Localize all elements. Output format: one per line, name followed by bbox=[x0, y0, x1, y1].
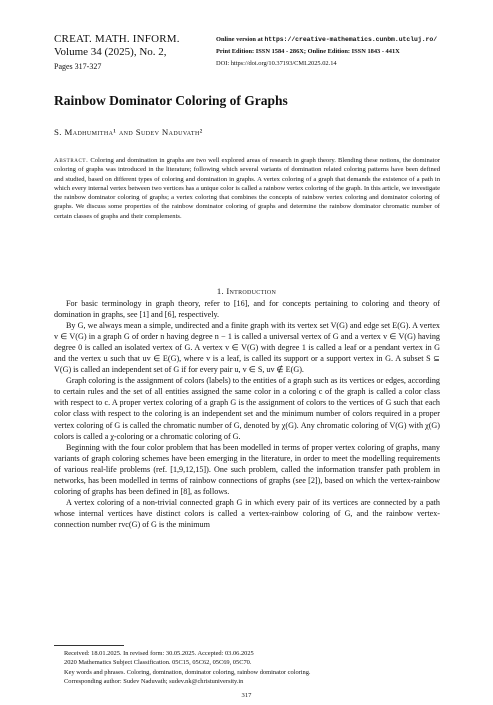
body-paragraph: For basic terminology in graph theory, refer to [16], and for concepts pertaining to coloring and theory of domination in graphs, see [1] and [6], respectively. bbox=[54, 299, 440, 320]
issn-line: Print Edition: ISSN 1584 - 286X; Online Edition: ISSN 1843 - 441X bbox=[216, 48, 400, 55]
body-paragraph: By G, we always mean a simple, undirected and a finite graph with its vertex set V(G) and edge set E(G). A vertex v ∈ V(G) in a graph G of order n having degree n − 1 is called a universal vertex of G and a vertex v ∈ V(G) having degree 0 is called an isolated vertex of G. A vertex v ∈ V(G) with degree 1 is called a leaf or a pendant vertex in G and the vertex u such that uv ∈ E(G), where v is a leaf, is called its support or a support vertex in G. A subset S ⊆ V(G) is called an independent set of G if for every pair u, v ∈ S, uv ∉ E(G). bbox=[54, 321, 440, 375]
keywords: Key words and phrases. Coloring, domination, dominator coloring, rainbow dominator coloring. bbox=[64, 668, 311, 676]
footnote-divider bbox=[54, 645, 124, 646]
body-text bbox=[54, 298, 440, 530]
body-paragraph: A vertex coloring of a non-trivial connected graph G in which every pair of its vertices are connected by a path whose internal vertices have distinct colors is called a vertex-rainbow coloring of G, and the rainbow vertex-connection number rvc(G) of G is the minimum bbox=[54, 497, 440, 529]
body-paragraph: Beginning with the four color problem that has been modelled in terms of proper vertex coloring of graphs, many variants of graph coloring schemes have been emerging in the literature, in order to meet the modelling requirements of various real-life problems (ref. [1,9,12,15]). One such problem, called the information transfer path problem in networks, has been modelled in terms of rainbow connections of graphs (see [2]), based on which the vertex-rainbow coloring of graphs has been defined in [8], as follows. bbox=[54, 442, 440, 496]
abstract-text: Coloring and domination in graphs are two well explored areas of research in graph theory. Blending these notions, the dominator coloring of graphs was introduced in the literature; following which several variants of domination related coloring patterns have been defined and studied, based on different types of coloring and domination in graphs. A vertex coloring of a graph that demands the existence of a path in which every internal vertex between two vertices has a unique color is called a rainbow vertex coloring of the graph. In this article, we investigate the rainbow dominator coloring of graphs; a vertex coloring that combines the concepts of rainbow vertex coloring and dominator coloring of graphs. We discuss some properties of the rainbow dominator coloring of graphs and determine the rainbow dominator chromatic number of certain classes of graphs and their complements. bbox=[54, 157, 440, 220]
publication-info bbox=[216, 34, 456, 70]
page-number: 317 bbox=[241, 692, 252, 699]
abstract-label: Abstract. bbox=[54, 157, 89, 164]
received-dates: Received: 18.01.2025. In revised form: 30.05.2025. Accepted: 03.06.2025 bbox=[64, 650, 254, 657]
online-version: Online version at https://creative-mathematics.cunbm.utcluj.ro/ bbox=[216, 36, 438, 43]
journal-volume: Volume 34 (2025), No. 2, bbox=[54, 46, 167, 58]
author-line: S. Madhumitha¹ and Sudev Naduvath² bbox=[54, 127, 203, 137]
paper-title: Rainbow Dominator Coloring of Graphs bbox=[54, 93, 288, 108]
msc-classification: 2020 Mathematics Subject Classification. 05C15, 05C62, 05C69, 05C70. bbox=[64, 659, 252, 667]
online-url-link[interactable]: https://creative-mathematics.cunbm.utcluj.ro/ bbox=[264, 36, 438, 43]
journal-name: CREAT. MATH. INFORM. bbox=[54, 33, 180, 45]
corresponding-author: Corresponding author: Sudev Naduvath; sudev.nk@christuniversity.in bbox=[64, 677, 244, 685]
journal-info bbox=[54, 33, 214, 72]
journal-pages: Pages 317-327 bbox=[54, 62, 102, 71]
section-heading: 1. Introduction bbox=[216, 286, 277, 296]
footnotes bbox=[54, 649, 440, 686]
body-paragraph: Graph coloring is the assignment of colors (labels) to the entities of a graph such as its vertices or edges, according to certain rules and the set of all entities assigned the same color in a coloring c of the graph is called a color class with respect to c. A proper vertex coloring of a graph G is the assignment of colors to the vertices of G such that each color class with respect to the coloring is an independent set and the minimum number of colors required in a proper vertex coloring of G is called the chromatic number of G, denoted by χ(G). Any chromatic coloring of V(G) with χ(G) colors is called a χ-coloring or a chromatic coloring of G. bbox=[54, 376, 440, 441]
doi-link[interactable]: DOI: https://doi.org/10.37193/CMI.2025.02.14 bbox=[216, 60, 337, 67]
abstract bbox=[54, 156, 440, 221]
